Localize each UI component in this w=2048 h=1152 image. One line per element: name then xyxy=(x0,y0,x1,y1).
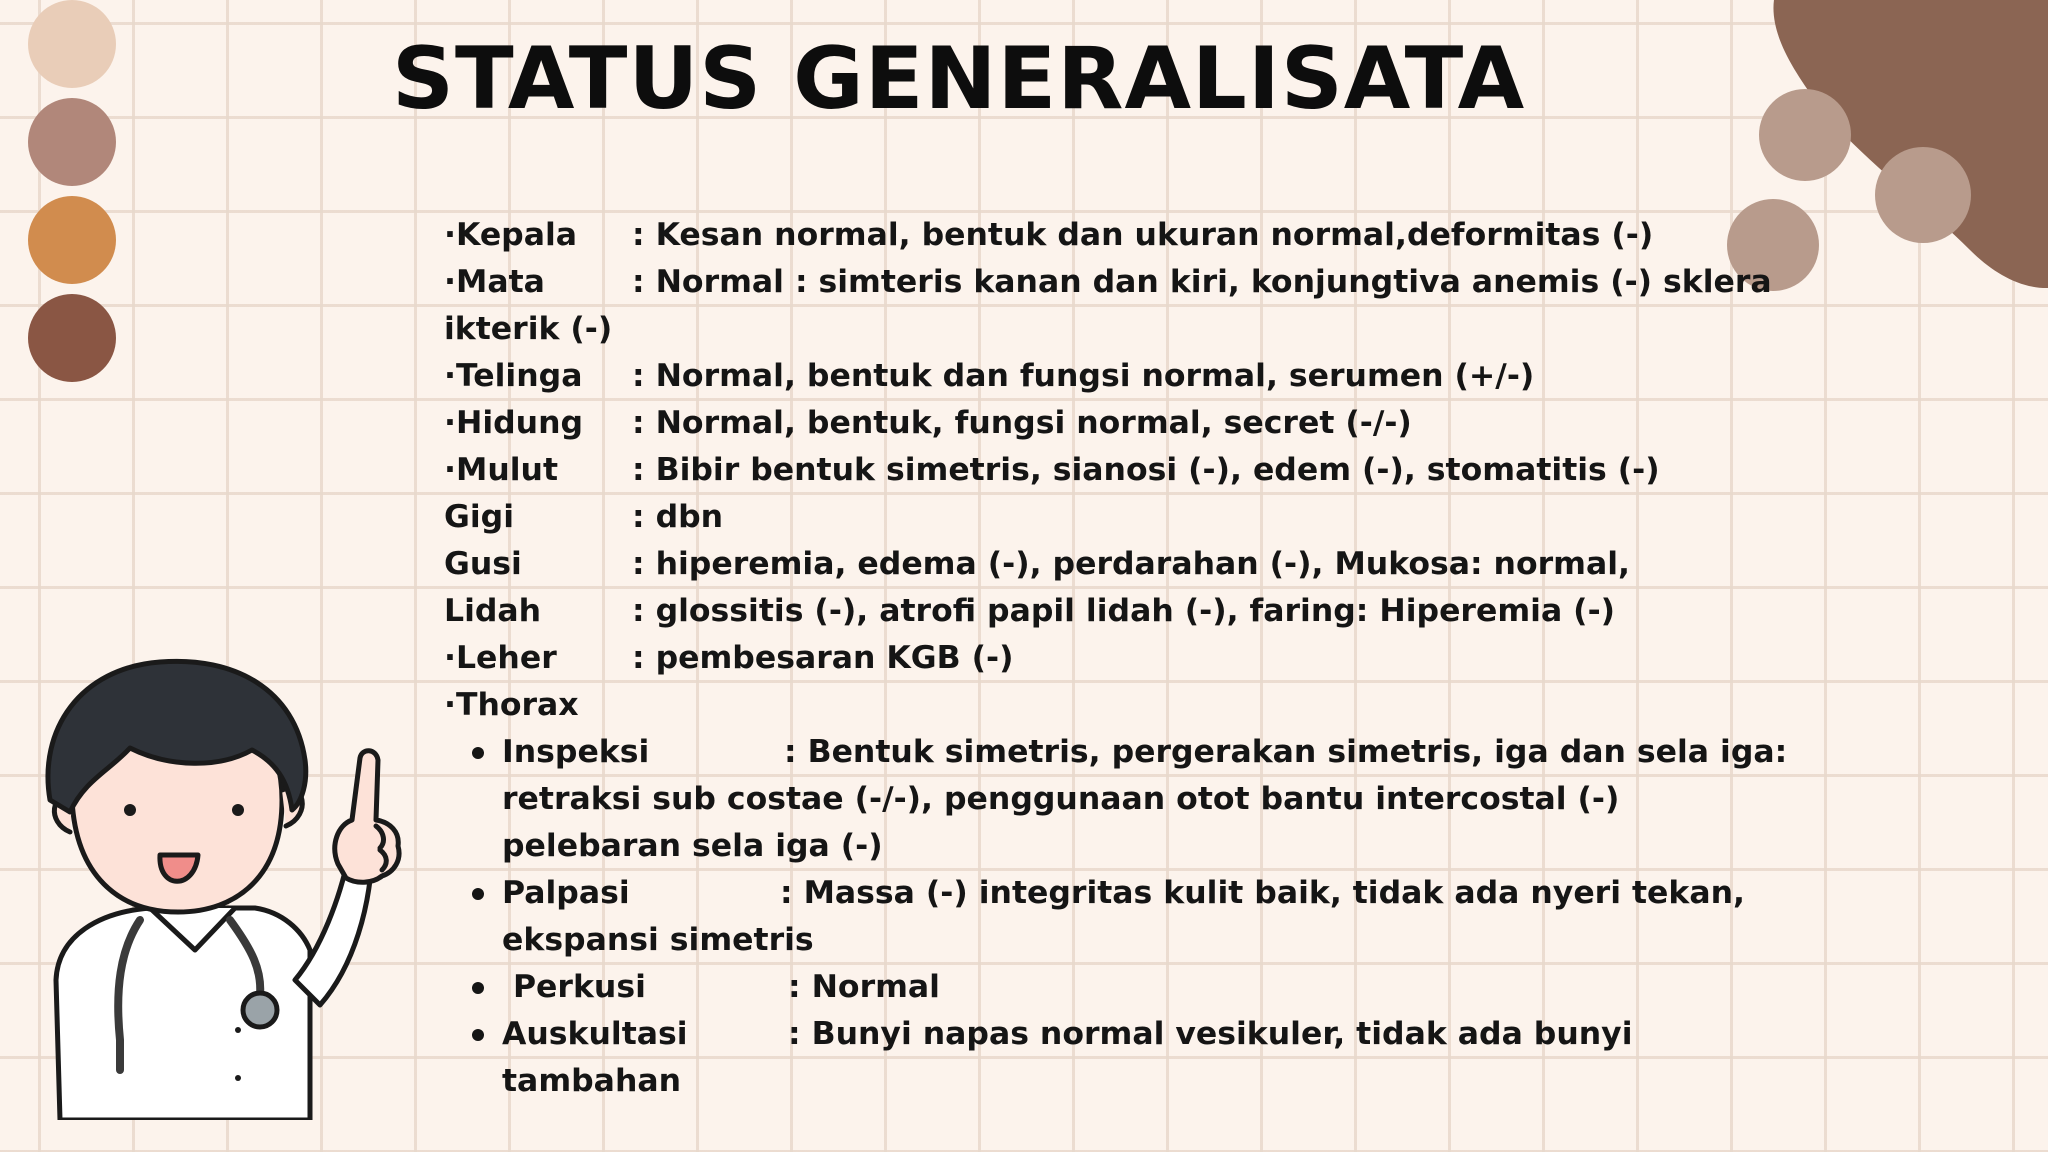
thorax-value: : Normal xyxy=(788,969,940,1005)
exam-label: ·Telinga xyxy=(444,358,583,394)
palette-dot-2 xyxy=(28,98,116,186)
thorax-label: Inspeksi xyxy=(502,734,650,770)
exam-value: : Kesan normal, bentuk dan ukuran normal,deformitas (-) xyxy=(632,217,1654,253)
exam-value: : Normal, bentuk dan fungsi normal, serumen (+/-) xyxy=(632,358,1535,394)
exam-label: ·Mata xyxy=(444,264,545,300)
thorax-value-continuation: pelebaran sela iga (-) xyxy=(502,828,883,864)
exam-value: : Normal, bentuk, fungsi normal, secret (-/-) xyxy=(632,405,1412,441)
exam-value: : dbn xyxy=(632,499,724,535)
thorax-item-perkusi xyxy=(444,964,1784,1011)
exam-value: : Bibir bentuk simetris, sianosi (-), edem (-), stomatitis (-) xyxy=(632,452,1660,488)
exam-row-gusi xyxy=(444,541,1784,588)
exam-content xyxy=(444,212,1788,1105)
exam-label: ·Mulut xyxy=(444,452,559,488)
thorax-value: : Massa (-) integritas kulit baik, tidak ada nyeri tekan, xyxy=(780,875,1745,911)
exam-label: Lidah xyxy=(444,593,542,629)
stethoscope-icon xyxy=(243,993,277,1027)
exam-label: Gigi xyxy=(444,499,514,535)
exam-value-continuation: ikterik (-) xyxy=(444,311,613,347)
thorax-label: Auskultasi xyxy=(502,1016,688,1052)
thorax-value: : Bunyi napas normal vesikuler, tidak ada bunyi xyxy=(788,1016,1633,1052)
thorax-label: Perkusi xyxy=(502,969,646,1005)
exam-row-kepala xyxy=(444,212,1784,259)
thorax-item-inspeksi xyxy=(444,729,1788,776)
palette-dot-1 xyxy=(28,0,116,88)
exam-row-lidah xyxy=(444,588,1784,635)
exam-value: : Normal : simteris kanan dan kiri, konjungtiva anemis (-) sklera xyxy=(632,264,1772,300)
thorax-value-continuation: ekspansi simetris xyxy=(502,922,814,958)
palette-dot-3 xyxy=(28,196,116,284)
exam-value: : hiperemia, edema (-), perdarahan (-), Mukosa: normal, xyxy=(632,546,1630,582)
exam-row-thorax xyxy=(444,682,1784,729)
exam-label: ·Thorax xyxy=(444,687,579,723)
thorax-value: : Bentuk simetris, pergerakan simetris, iga dan sela iga: xyxy=(784,734,1788,770)
exam-row-leher xyxy=(444,635,1784,682)
thorax-item-palpasi xyxy=(444,870,1784,917)
exam-value: : pembesaran KGB (-) xyxy=(632,640,1014,676)
exam-row-telinga xyxy=(444,353,1784,400)
doctor-illustration xyxy=(20,650,420,1120)
palette-dot-4 xyxy=(28,294,116,382)
page-title: STATUS GENERALISATA xyxy=(392,29,1526,129)
thorax-label: Palpasi xyxy=(502,875,630,911)
exam-row-mata xyxy=(444,259,1784,306)
exam-label: ·Leher xyxy=(444,640,557,676)
exam-label: Gusi xyxy=(444,546,522,582)
exam-row-mulut xyxy=(444,447,1784,494)
exam-value: : glossitis (-), atrofi papil lidah (-), faring: Hiperemia (-) xyxy=(632,593,1616,629)
exam-row-gigi xyxy=(444,494,1784,541)
exam-row-hidung xyxy=(444,400,1784,447)
thorax-value-continuation: tambahan xyxy=(502,1063,682,1099)
thorax-item-auskultasi xyxy=(444,1011,1784,1058)
thorax-value-continuation: retraksi sub costae (-/-), penggunaan otot bantu intercostal (-) xyxy=(502,781,1620,817)
exam-label: ·Hidung xyxy=(444,405,584,441)
exam-label: ·Kepala xyxy=(444,217,578,253)
